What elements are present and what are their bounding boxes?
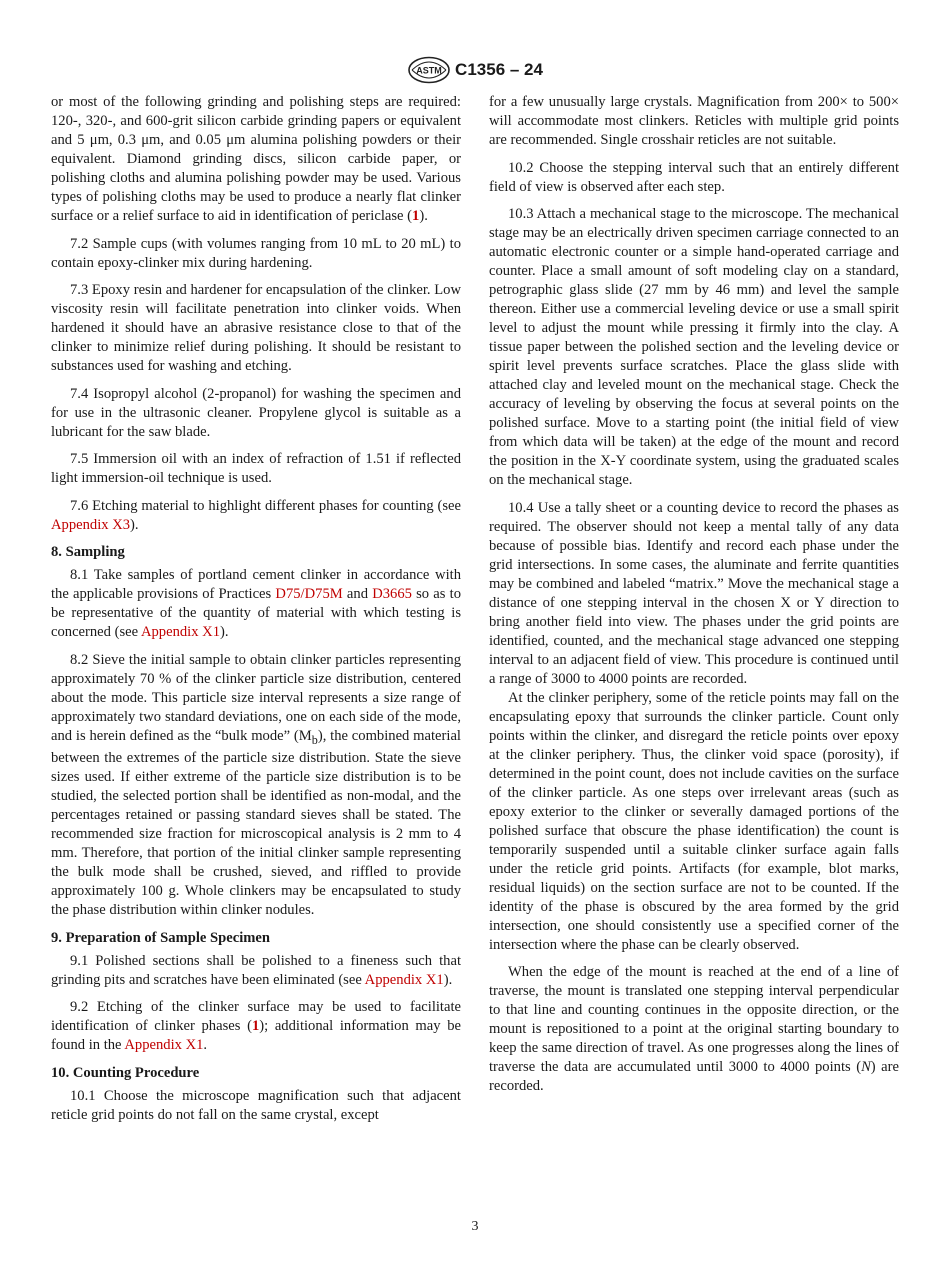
logo-text: ASTM: [416, 65, 442, 76]
paragraph-9-2: 9.2 Etching of the clinker surface may be used to facilitate identification of clinker phases (1); additional information may be found in the Appendix X1.: [51, 999, 461, 1054]
paragraph-8-1: 8.1 Take samples of portland cement clinker in accordance with the applicable provisions of Practices D75/D75M and D3665 so as to be representative of the quantity of material with which testing is concerned (see Appendix X1).: [51, 567, 461, 640]
appendix-x1-link[interactable]: Appendix X1: [364, 971, 444, 988]
page-header: [0, 56, 950, 84]
right-column: [489, 93, 899, 1105]
astm-logo-icon: [407, 56, 451, 84]
section-heading-9: 9. Preparation of Sample Specimen: [51, 929, 271, 946]
paragraph-10-3: 10.3 Attach a mechanical stage to the microscope. The mechanical stage may be an electrically driven specimen carriage connected to an automatic electronic counter or a simple hand-operated carriage and counter. Place a small amount of soft modeling clay on a standard, petrographic glass slide (27 mm by 46 mm) and level the sample thereon. Either use a commercial leveling device or use a small spirit level to adjust the mount while pressing it firmly into the clay. A tissue paper between the polished section and the leveling device or spirit level prevents surface scratches. Place the glass slide with attached clay and leveled mount on the mechanical stage. Check the accuracy of leveling by observing the focus at several points on the polished surface. Move to a starting point (the initial field of view from which data will be taken) at the edge of the mount and record the position in the X-Y coordinate system, using the graduated scales on the mechanical stage.: [489, 206, 899, 488]
paragraph-10-1: 10.1 Choose the microscope magnification such that adjacent reticle grid points do not fall on the same crystal, except: [51, 1087, 461, 1123]
d3665-link[interactable]: D3665: [372, 586, 412, 602]
d75-link[interactable]: D75/D75M: [275, 586, 343, 602]
appendix-x1-link[interactable]: Appendix X1: [124, 1037, 204, 1054]
section-heading-10: 10. Counting Procedure: [51, 1064, 200, 1081]
section-heading-8: 8. Sampling: [51, 544, 125, 560]
paragraph-8-2: 8.2 Sieve the initial sample to obtain clinker particles representing approximately 70 % of the clinker particle size distribution, centered about the mode. This particle size interval represents a size range of approximately two standard deviations, one on each side of the mode, and is herein defined as the “bulk mode” $(M_b)$, the combined material between the extremes of the particle size distribution. State the sieve sizes used. If either extreme of the particle size distribution is to be studied, the selected portion shall be identified as non-modal, and the percentages retained or passing standard sieves shall be stated. The recommended size fraction for microscopical analysis is 2 mm to 4 mm. Therefore, that portion of the initial clinker sample representing the bulk mode shall be crushed, sieved, and riffled to provide approximately 100 g. Whole clinkers may be encapsulated to study the phase distribution within clinker nodules.: [51, 651, 461, 919]
paragraph-7-4: 7.4 Isopropyl alcohol (2-propanol) for washing the specimen and for use in the ultrasonic cleaner. Propylene glycol is suitable as a lubricant for the saw blade.: [51, 385, 461, 440]
paragraph-7-1-continued: or most of the following grinding and polishing steps are required: 120-, 320-, and 600-grit silicon carbide grinding papers or equivalent and 5 μm, 0.3 μm, and 0.05 μm alumina polishing powders or their equivalent. Diamond grinding discs, silicon carbide paper, or polishing cloths and alumina polishing powder may be used. Various types of polishing cloths may be used to produce a nearly flat clinker surface or a relief surface to aid in identification of periclase (1).: [51, 94, 461, 224]
reference-link[interactable]: 1: [412, 208, 420, 224]
paragraph-7-3: 7.3 Epoxy resin and hardener for encapsulation of the clinker. Low viscosity resin will facilitate penetration into clinker voids. When hardened it should have an abrasive resistance close to that of the clinker to minimize relief during polishing. It should be resistant to substances used for washing and etching.: [51, 282, 461, 374]
appendix-x3-link[interactable]: Appendix X3: [51, 516, 131, 533]
paragraph-edge: When the edge of the mount is reached at the end of a line of traverse, the mount is translated one stepping interval perpendicular to that line and counting continues in the opposite direction, or the mount is repositioned to a point at the original starting boundary to keep the same direction of travel. As one progresses along the lines of traverse the data are accumulated until 3000 to 4000 points (N) are recorded.: [489, 964, 899, 1094]
paragraph-10-2: 10.2 Choose the stepping interval such that an entirely different field of view is observed after each step.: [489, 159, 899, 195]
appendix-x1-link[interactable]: Appendix X1: [140, 624, 220, 640]
paragraph-7-6: 7.6 Etching material to highlight different phases for counting (see Appendix X3).: [51, 497, 461, 533]
paragraph-10-4: 10.4 Use a tally sheet or a counting device to record the phases as required. The observer should not keep a mental tally of any data because of possible bias. Identify and record each phase under the grid intersections. In some cases, the aluminate and ferrite quantities may be combined and labeled “matrix.” Move the mechanical stage a distance of one stepping interval in the chosen X or Y direction to bring another field into view. The phases under the grid points are identified, counted, and the mechanical stage advanced one stepping interval to an adjacent field of view. This procedure is continued until a range of 3000 to 4000 points are recorded.: [489, 499, 899, 687]
paragraph-periphery: At the clinker periphery, some of the reticle points may fall on the encapsulating epoxy that surrounds the clinker particle. Count only points within the clinker, and disregard the reticle points over epoxy at the clinker periphery. Thus, the clinker void space (porosity), if determined in the point count, does not include cavities on the surface of the clinker particle. As one steps over irrelevant areas (such as epoxy exterior to the clinker or severally damaged portions of the polished surface that obscure the phase identification) the count is temporarily suspended until a suitable clinker surface again falls under the reticle grid points. Artifacts (for example, blot marks, residual liquids) on the section surface are not to be counted. If the identity of the phase is obscured by the area formed by the grid intersection, one should consistently use a specified corner of the intersection where the phase can be clearly observed.: [489, 689, 899, 953]
left-column: [51, 93, 461, 1125]
paragraph-10-1-continued: for a few unusually large crystals. Magnification from 200× to 500× will accommodate most clinkers. Reticles with multiple grid points are recommended. Single crosshair reticles are not suitable.: [489, 94, 899, 148]
reference-link[interactable]: 1: [251, 1018, 260, 1035]
paragraph-9-1: 9.1 Polished sections shall be polished to a fineness such that grinding pits and scratches have been eliminated (see Appendix X1).: [51, 952, 461, 988]
document-id: C1356 – 24: [455, 60, 543, 79]
paragraph-7-2: 7.2 Sample cups (with volumes ranging from 10 mL to 20 mL) to contain epoxy-clinker mix during hardening.: [51, 235, 461, 271]
paragraph-7-5: 7.5 Immersion oil with an index of refraction of 1.51 if reflected light immersion-oil technique is used.: [51, 451, 461, 486]
page-number: 3: [471, 1219, 479, 1234]
